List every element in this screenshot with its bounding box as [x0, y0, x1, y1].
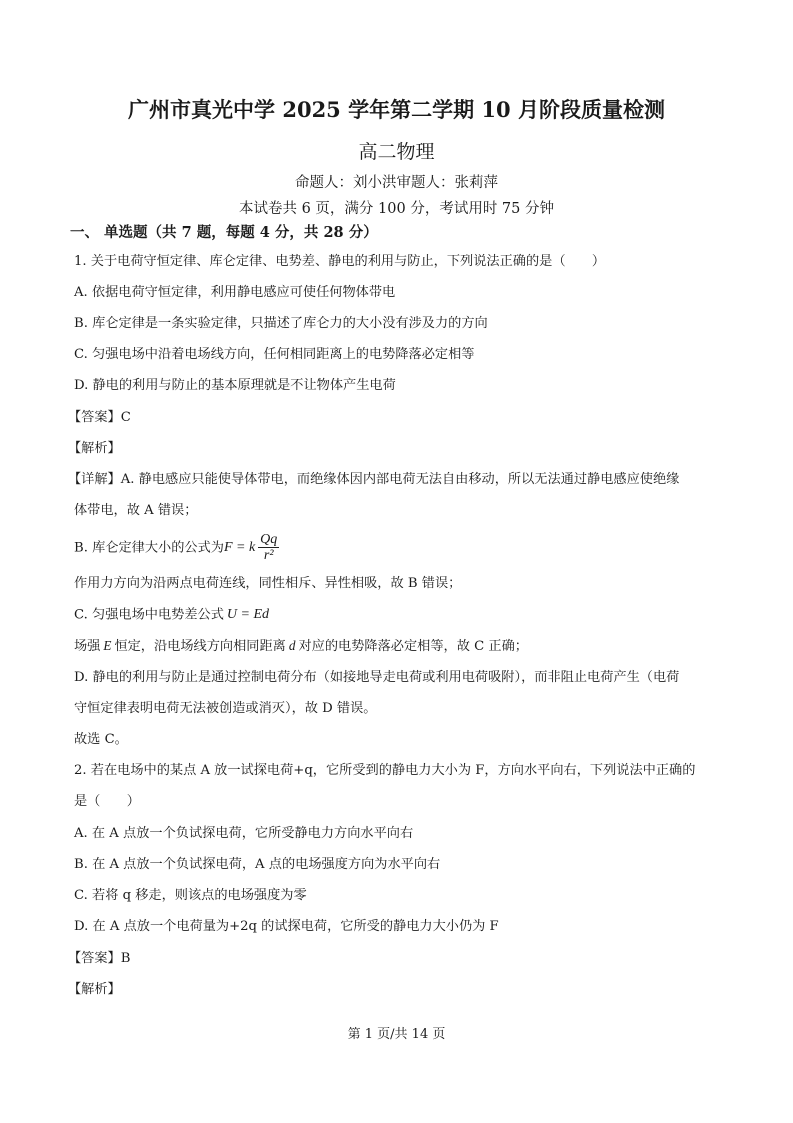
question-2-option-d: D. 在 A 点放一个电荷量为+2q 的试探电荷，它所受的静电力大小仍为 F: [74, 919, 499, 934]
symbol-d: d: [288, 638, 296, 653]
answer-value: C: [120, 410, 131, 425]
question-1-detail-c2: [74, 637, 528, 656]
formula-fraction: [258, 532, 279, 563]
detail-b-text: B. 库仑定律大小的公式为: [74, 540, 224, 556]
formula-numerator: Qq: [260, 532, 278, 548]
subject-title: 高二物理: [358, 141, 435, 163]
exam-info-line: 本试卷共 6 页，满分 100 分，考试用时 75 分钟: [238, 201, 554, 217]
question-2-stem-line1: 2. 若在电场中的某点 A 放一试探电荷+q，它所受到的静电力大小为 F，方向水平向右，下列说法中正确的: [74, 763, 696, 778]
question-1-detail-d1: D. 静电的利用与防止是通过控制电荷分布（如接地导走电荷或利用电荷吸附），而非阻止电荷产生（电荷: [74, 670, 680, 685]
question-1-stem: 1. 关于电荷守恒定律、库仑定律、电势差、静电的利用与防止，下列说法正确的是（ ）: [74, 254, 606, 269]
question-1-conclusion: 故选 C。: [74, 732, 128, 747]
detail-c2-part-c: 对应的电势降落必定相等，故 C 正确；: [298, 639, 528, 654]
potential-formula: U = Ed: [226, 607, 269, 622]
question-1-detail-d2: 守恒定律表明电荷无法被创造或消灭），故 D 错误。: [74, 701, 377, 716]
question-2-option-a: A. 在 A 点放一个负试探电荷，它所受静电力方向水平向右: [74, 826, 414, 841]
detail-c-text: C. 匀强电场中电势差公式: [74, 607, 224, 623]
page-footer: 第 1 页/共 14 页: [347, 1027, 446, 1042]
exam-title: 广州市真光中学 2025 学年第二学期 10 月阶段质量检测: [128, 97, 665, 122]
question-2-answer: [68, 950, 130, 968]
question-1-detail-c1: [74, 606, 269, 625]
detail-c2-part-b: 恒定，沿电场线方向相同距离: [114, 639, 286, 654]
question-1-option-a: A. 依据电荷守恒定律，利用静电感应可使任何物体带电: [74, 285, 396, 300]
question-2-stem-line2: 是（ ）: [74, 794, 140, 809]
question-1-option-b: B. 库仑定律是一条实验定律，只描述了库仑力的大小没有涉及力的方向: [74, 316, 488, 331]
detail-a-text: A. 静电感应只能使导体带电，而绝缘体因内部电荷无法自由移动，所以无法通过静电感应使绝缘: [120, 472, 680, 487]
question-2-option-b: B. 在 A 点放一个负试探电荷，A 点的电场强度方向为水平向右: [74, 857, 441, 872]
question-1-detail-b1: [74, 530, 279, 566]
section-heading: 一、 单选题（共 7 题，每题 4 分，共 28 分）: [70, 224, 378, 241]
symbol-e: E: [103, 638, 112, 653]
detail-label: 【详解】: [68, 472, 121, 487]
formula-lhs: F = k: [223, 540, 256, 555]
answer-label: 【答案】: [68, 951, 121, 966]
detail-c2-part-a: 场强: [74, 639, 101, 654]
question-1-option-d: D. 静电的利用与防止的基本原理就是不让物体产生电荷: [74, 378, 396, 393]
answer-label: 【答案】: [68, 410, 121, 425]
question-1-option-c: C. 匀强电场中沿着电场线方向，任何相同距离上的电势降落必定相等: [74, 347, 475, 362]
question-2-option-c: C. 若将 q 移走，则该点的电场强度为零: [74, 888, 307, 903]
question-1-detail-b2: 作用力方向为沿两点电荷连线，同性相斥、异性相吸，故 B 错误；: [74, 576, 462, 591]
question-2-analysis-label: 【解析】: [68, 982, 121, 997]
authors-line: 命题人：刘小洪审题人：张莉萍: [295, 175, 498, 191]
question-1-answer: [68, 409, 131, 427]
question-1-detail-a2: 体带电，故 A 错误；: [74, 503, 198, 518]
question-1-detail-a1: [68, 471, 679, 489]
formula-denominator: r²: [263, 548, 274, 564]
question-1-analysis-label: 【解析】: [68, 441, 121, 456]
answer-value: B: [120, 951, 131, 966]
coulomb-formula: [224, 530, 279, 566]
